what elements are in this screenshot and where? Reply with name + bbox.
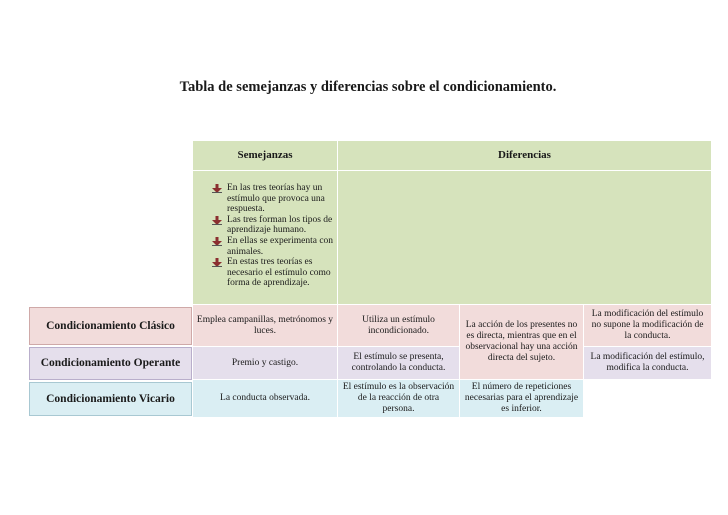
list-item: En estas tres teorías es necesario el estímulo como forma de aprendizaje. <box>210 257 340 289</box>
operante-col2: El estímulo se presenta, controlando la conducta. <box>338 347 460 380</box>
vicario-col1: La conducta observada. <box>193 380 338 418</box>
row-label-clasico: Condicionamiento Clásico <box>29 307 192 345</box>
row-label-vicario: Condicionamiento Vicario <box>29 382 192 416</box>
list-item: En ellas se experimenta con animales. <box>210 236 340 257</box>
list-item: En las tres teorías hay un estímulo que provoca una respuesta. <box>210 183 340 215</box>
clasico-col4: La modificación del estímulo no supone la modificación de la conducta. <box>584 305 712 347</box>
arrow-down-bullet-icon <box>212 258 222 267</box>
vicario-col2: El estímulo es la observación de la reacción de otra persona. <box>338 380 460 418</box>
header-semejanzas: Semejanzas <box>193 141 338 171</box>
diferencias-empty-cell <box>338 171 712 305</box>
list-item: Las tres forman los tipos de aprendizaje humano. <box>210 215 340 236</box>
clasico-col2: Utiliza un estímulo incondicionado. <box>338 305 460 347</box>
header-diferencias: Diferencias <box>338 141 712 171</box>
row-label-operante: Condicionamiento Operante <box>29 347 192 380</box>
merged-col3: La acción de los presentes no es directa, mientras que en el observacional hay una acción directa del sujeto. <box>460 305 584 380</box>
operante-col1: Premio y castigo. <box>193 347 338 380</box>
clasico-col1: Emplea campanillas, metrónomos y luces. <box>193 305 338 347</box>
arrow-down-bullet-icon <box>212 184 222 193</box>
page-title: Tabla de semejanzas y diferencias sobre el condicionamiento. <box>179 79 557 95</box>
arrow-down-bullet-icon <box>212 216 222 225</box>
semejanzas-list <box>210 183 340 289</box>
arrow-down-bullet-icon <box>212 237 222 246</box>
operante-col4: La modificación del estímulo, modifica la conducta. <box>584 347 712 380</box>
vicario-col3: El número de repeticiones necesarias para el aprendizaje es inferior. <box>460 380 584 418</box>
